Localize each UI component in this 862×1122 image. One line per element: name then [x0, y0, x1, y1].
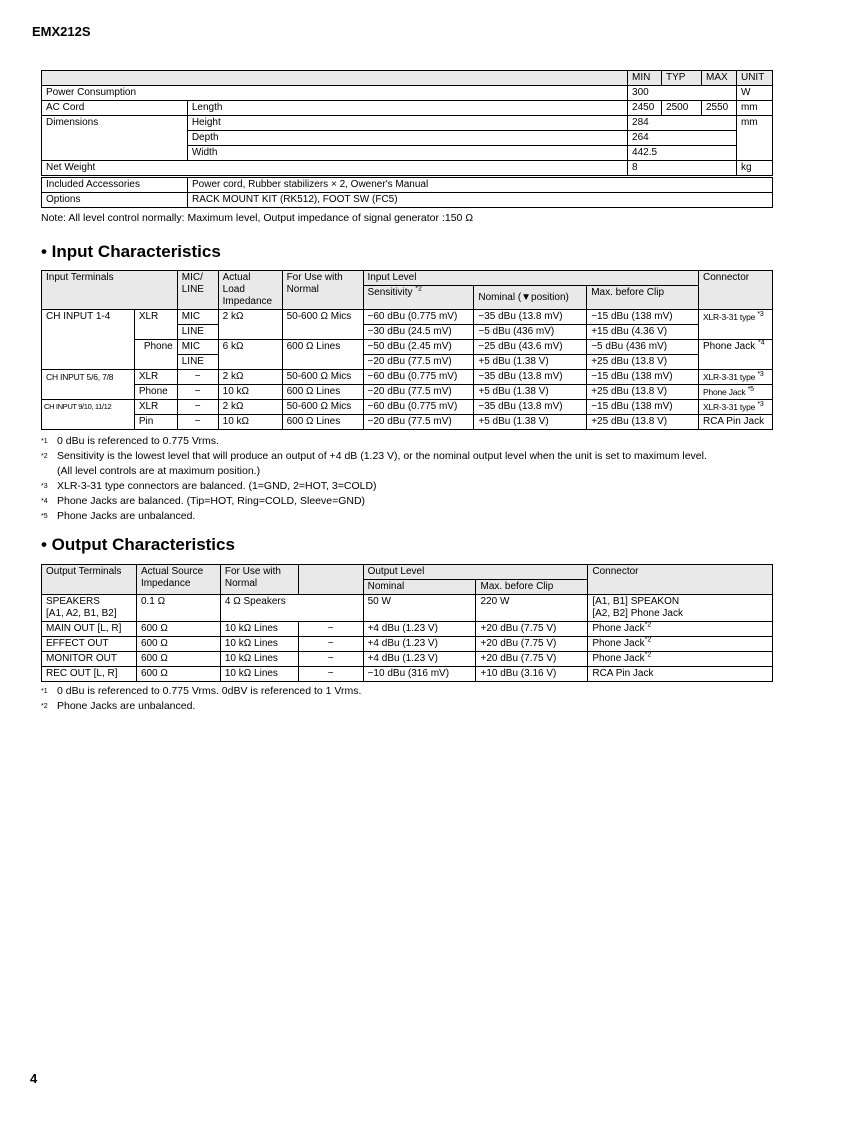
- table-row: Input Terminals MIC/ LINE Actual Load Impedance For Use with Normal Input Level Connector: [42, 271, 773, 286]
- output-footnotes: *1 0 dBu is referenced to 0.775 Vrms. 0dBV is referenced to 1 Vrms. *2 Phone Jacks are unbalanced.: [41, 685, 362, 713]
- input-table: [41, 270, 773, 430]
- input-footnotes: *1 0 dBu is referenced to 0.775 Vrms. *2 Sensitivity is the lowest level that will produce an output of +4 dB (1.23 V), or the nominal output level when the unit is set to maximum level. (All level controls are at maximum position.) *3 XLR-3-31 type connectors are balanced. (1=GND, 2=HOT, 3=COLD) *4 Phone Jacks are balanced. (Tip=HOT, Ring=COLD, Sleeve=GND) *5 Phone Jacks are unbalanced.: [41, 435, 707, 523]
- col-unit: UNIT: [736, 71, 772, 86]
- table-row: CH INPUT 5/6, 7/8 XLR − 2 kΩ 50-600 Ω Mics −60 dBu (0.775 mV) −35 dBu (13.8 mV) −15 dBu (138 mV) XLR-3-31 type $^{*3}$: [42, 370, 773, 385]
- col-typ: TYP: [662, 71, 702, 86]
- table-row: Width 442.5: [42, 146, 773, 161]
- table-row: Included Accessories Power cord, Rubber stabilizers × 2, Owener's Manual: [42, 178, 773, 193]
- table-row: MONITOR OUT 600 Ω 10 kΩ Lines − +4 dBu (1.23 V) +20 dBu (7.75 V) Phone Jack$^{*2}$: [42, 652, 773, 667]
- page-number: 4: [30, 1071, 38, 1086]
- table-row: EFFECT OUT 600 Ω 10 kΩ Lines − +4 dBu (1.23 V) +20 dBu (7.75 V) Phone Jack$^{*2}$: [42, 637, 773, 652]
- table-row: LINE −20 dBu (77.5 mV) +5 dBu (1.38 V) +25 dBu (13.8 V): [42, 355, 773, 370]
- table-row: Net Weight 8 kg: [42, 161, 773, 176]
- table-row: Phone MIC 6 kΩ 600 Ω Lines −50 dBu (2.45 mV) −25 dBu (43.6 mV) −5 dBu (436 mV) Phone Jack $^{*4}$: [42, 340, 773, 355]
- note: Note: All level control normally: Maximum level, Output impedance of signal generator :150 Ω: [41, 212, 474, 224]
- table-row: Dimensions Height 284 mm: [42, 116, 773, 131]
- col-min: MIN: [628, 71, 662, 86]
- table-row: AC Cord Length 2450 2500 2550 mm: [42, 101, 773, 116]
- table-row: LINE −30 dBu (24.5 mV) −5 dBu (436 mV) +15 dBu (4.36 V): [42, 325, 773, 340]
- col-max: MAX: [701, 71, 736, 86]
- table-row: Output Terminals Actual Source Impedance For Use with Normal Output Level Connector: [42, 565, 773, 580]
- accessories-table: [41, 177, 773, 208]
- output-table: [41, 564, 773, 682]
- input-section-title: • Input Characteristics: [41, 242, 221, 261]
- table-row: Depth 264: [42, 131, 773, 146]
- table-row: Power Consumption 300 W: [42, 86, 773, 101]
- table-row: [42, 71, 773, 86]
- model-title: EMX212S: [32, 24, 91, 39]
- table-row: MAIN OUT [L, R] 600 Ω 10 kΩ Lines − +4 dBu (1.23 V) +20 dBu (7.75 V) Phone Jack$^{*2}$: [42, 622, 773, 637]
- output-section-title: • Output Characteristics: [41, 535, 235, 554]
- table-row: SPEAKERS [A1, A2, B1, B2] 0.1 Ω 4 Ω Speakers 50 W 220 W [A1, B1] SPEAKON [A2, B2] Phone Jack: [42, 595, 773, 622]
- table-row: CH INPUT 1-4 XLR MIC 2 kΩ 50-600 Ω Mics −60 dBu (0.775 mV) −35 dBu (13.8 mV) −15 dBu (138 mV) XLR-3-31 type $^{*3}$: [42, 310, 773, 325]
- table-row: CH INPUT 9/10, 11/12 XLR − 2 kΩ 50-600 Ω Mics −60 dBu (0.775 mV) −35 dBu (13.8 mV) −15 dBu (138 mV) XLR-3-31 type $^{*3}$: [42, 400, 773, 415]
- table-row: Nominal Max. before Clip: [42, 580, 773, 595]
- table-row: Phone − 10 kΩ 600 Ω Lines −20 dBu (77.5 mV) +5 dBu (1.38 V) +25 dBu (13.8 V) Phone Jack $^{*5}$: [42, 385, 773, 400]
- table-row: REC OUT [L, R] 600 Ω 10 kΩ Lines − −10 dBu (316 mV) +10 dBu (3.16 V) RCA Pin Jack: [42, 667, 773, 682]
- table-row: Sensitivity $^{*2}$ Nominal (▼position) Max. before Clip: [42, 286, 773, 295]
- general-specs-table: [41, 70, 773, 176]
- table-row: Pin − 10 kΩ 600 Ω Lines −20 dBu (77.5 mV) +5 dBu (1.38 V) +25 dBu (13.8 V) RCA Pin Jack: [42, 415, 773, 430]
- table-row: Options RACK MOUNT KIT (RK512), FOOT SW (FC5): [42, 193, 773, 208]
